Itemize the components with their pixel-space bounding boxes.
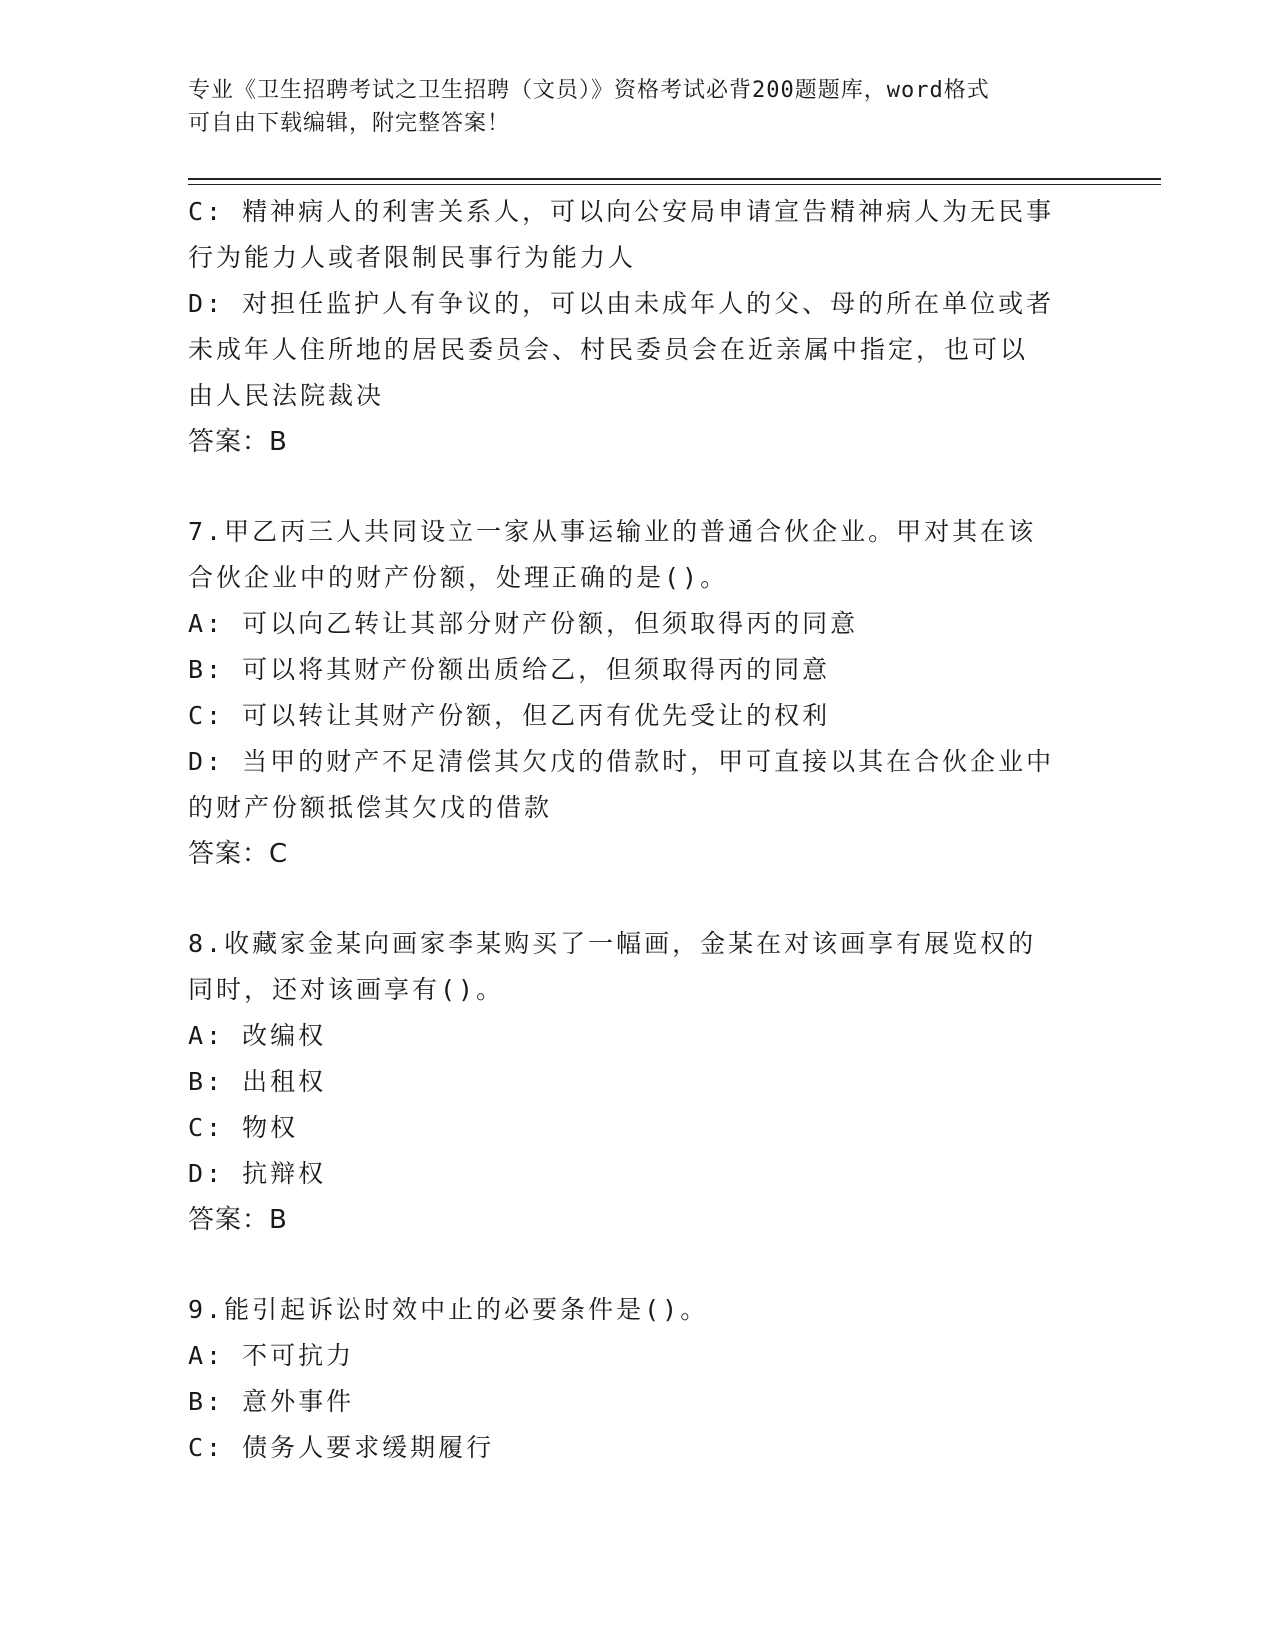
option-d-line-1: D: 当甲的财产不足清偿其欠戊的借款时，甲可直接以其在合伙企业中	[188, 747, 1055, 776]
document-header	[188, 74, 1088, 140]
option-c: C: 债务人要求缓期履行	[188, 1433, 495, 1462]
option-c: C: 可以转让其财产份额，但乙丙有优先受让的权利	[188, 701, 831, 730]
option-d-line-3: 由人民法院裁决	[188, 381, 385, 410]
header-divider-thick	[188, 178, 1161, 180]
option-c-line-2: 行为能力人或者限制民事行为能力人	[188, 243, 637, 272]
question-stem-line-2: 同时，还对该画享有()。	[188, 975, 505, 1004]
spacer	[188, 1243, 1088, 1287]
question-6-continuation	[188, 189, 1088, 465]
header-divider-thin	[188, 184, 1161, 185]
question-stem-line-1: 9.能引起诉讼时效中止的必要条件是()。	[188, 1295, 709, 1324]
option-c-line-1: C: 精神病人的利害关系人，可以向公安局申请宣告精神病人为无民事	[188, 197, 1055, 226]
answer-label: 答案：B	[188, 1205, 288, 1235]
question-stem-line-1: 8.收藏家金某向画家李某购买了一幅画，金某在对该画享有展览权的	[188, 929, 1037, 958]
option-b: B: 可以将其财产份额出质给乙，但须取得丙的同意	[188, 655, 831, 684]
spacer	[188, 465, 1088, 509]
answer-label: 答案：C	[188, 839, 289, 869]
question-stem-line-1: 7.甲乙丙三人共同设立一家从事运输业的普通合伙企业。甲对其在该	[188, 517, 1037, 546]
option-a: A: 可以向乙转让其部分财产份额，但须取得丙的同意	[188, 609, 859, 638]
question-stem-line-2: 合伙企业中的财产份额，处理正确的是()。	[188, 563, 729, 592]
option-d-line-1: D: 对担任监护人有争议的，可以由未成年人的父、母的所在单位或者	[188, 289, 1055, 318]
option-c: C: 物权	[188, 1113, 299, 1142]
option-b: B: 意外事件	[188, 1387, 355, 1416]
option-a: A: 改编权	[188, 1021, 327, 1050]
header-title-line-1: 专业《卫生招聘考试之卫生招聘（文员）》资格考试必背200题题库，word格式	[188, 78, 990, 103]
option-d: D: 抗辩权	[188, 1159, 327, 1188]
question-8	[188, 921, 1088, 1243]
question-9	[188, 1287, 1088, 1471]
option-d-line-2: 未成年人住所地的居民委员会、村民委员会在近亲属中指定，也可以	[188, 335, 1029, 364]
spacer	[188, 877, 1088, 921]
document-body	[188, 189, 1088, 1471]
option-d-line-2: 的财产份额抵偿其欠戊的借款	[188, 793, 553, 822]
option-a: A: 不可抗力	[188, 1341, 355, 1370]
option-b: B: 出租权	[188, 1067, 327, 1096]
question-7	[188, 509, 1088, 877]
header-title-line-2: 可自由下载编辑，附完整答案！	[188, 111, 511, 136]
answer-label: 答案：B	[188, 427, 288, 457]
